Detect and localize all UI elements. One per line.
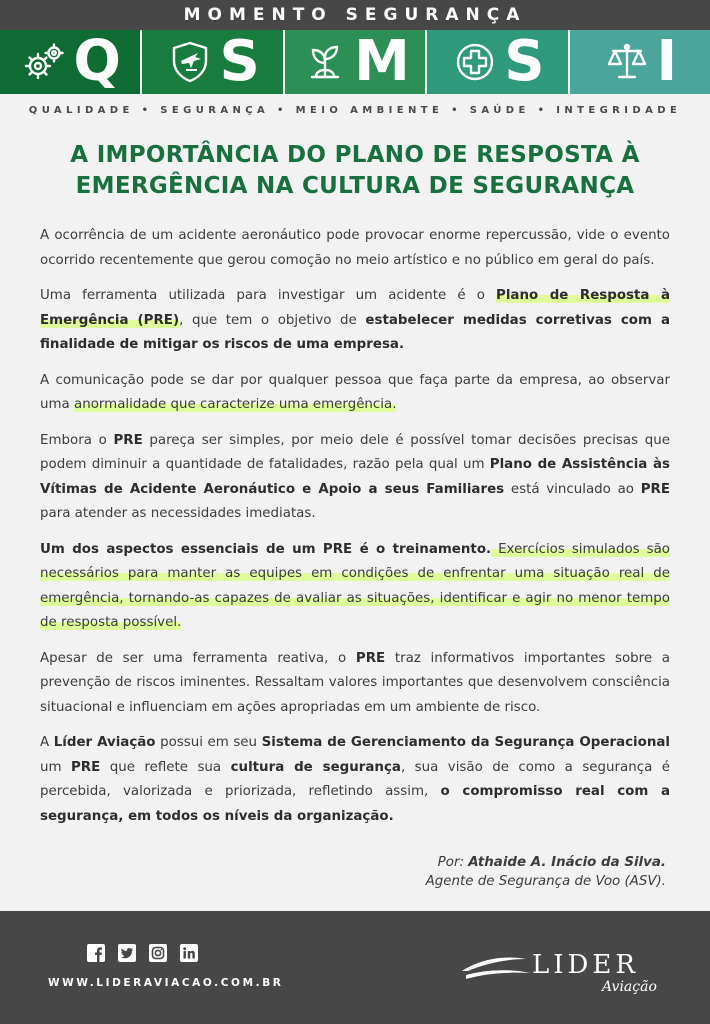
text: , que tem o objetivo de (179, 312, 366, 328)
logo-main-text: LIDER (532, 950, 639, 980)
bold-text: Plano de Assistência às Vítimas de Acidente Aeronáutico e Apoio a seus Familiares (40, 457, 670, 497)
twitter-icon[interactable] (117, 943, 137, 963)
website-link[interactable]: WWW.LIDERAVIACAO.COM.BR (48, 977, 284, 989)
bold-text: Um dos aspectos essenciais de um PRE é o treinamento. (40, 541, 492, 557)
bold-text: PRE (640, 481, 670, 497)
text: um (40, 759, 71, 775)
linkedin-icon[interactable] (179, 943, 199, 963)
tile-letter: S (219, 29, 260, 94)
author-role: Agente de Segurança de Voo (ASV). (425, 874, 666, 889)
facebook-icon[interactable] (86, 943, 106, 963)
scales-icon (602, 37, 652, 87)
shield-plane-icon (165, 37, 215, 87)
bold-text: Líder Aviação (53, 735, 156, 750)
paragraph-2 (40, 284, 670, 358)
bold-text: PRE (113, 432, 143, 448)
bold-text: PRE (70, 759, 101, 775)
footer (0, 911, 710, 1024)
medical-cross-icon (450, 37, 500, 87)
text: Uma ferramenta utilizada para investigar um acidente é o (40, 288, 496, 303)
top-banner (0, 0, 710, 30)
text: que reflete sua (100, 759, 231, 775)
tile-integrity (568, 30, 710, 94)
tile-safety (140, 30, 282, 94)
author-name: Athaide A. Inácio da Silva. (468, 855, 666, 870)
tile-environment (283, 30, 425, 94)
bold-text: estabelecer medidas corretivas com a finalidade de mitigar os riscos de uma empresa. (40, 312, 670, 352)
paragraph-4 (40, 429, 670, 527)
tile-quality (0, 30, 140, 94)
pillars-text: QUALIDADE • SEGURANÇA • MEIO AMBIENTE • SAÚDE • INTEGRIDADE (28, 104, 682, 116)
tile-health (425, 30, 567, 94)
paragraph-5 (40, 538, 670, 636)
logo-sub-text: Aviação (602, 979, 657, 995)
text: Embora o (40, 432, 114, 448)
text: Apesar de ser uma ferramenta reativa, o (40, 650, 356, 666)
lider-logo (460, 939, 680, 999)
text: possui em seu (155, 735, 262, 750)
text: A comunicação pode se dar por qualquer pessoa que faça parte da empresa, ao observar uma (40, 372, 670, 412)
paragraph-3 (40, 369, 670, 418)
gears-icon (19, 37, 69, 87)
tile-letter: S (504, 29, 545, 94)
text: , sua visão de como a segurança é percebida, valorizada e priorizada, refletindo assim, (40, 759, 670, 799)
text: pareça ser simples, por meio dele é possível tomar decisões precisas que podem diminuir a quantidade de fatalidades, razão pela qual um (40, 432, 670, 472)
bold-text: Sistema de Gerenciamento da Segurança Operacional (261, 735, 670, 750)
paragraph-7 (40, 731, 670, 829)
tile-letter: M (354, 29, 410, 94)
banner-title: MOMENTO SEGURANÇA (183, 5, 527, 25)
article-title: A IMPORTÂNCIA DO PLANO DE RESPOSTA À EMERGÊNCIA NA CULTURA DE SEGURANÇA (70, 142, 640, 199)
highlight-text: Exercícios simulados são necessários para manter as equipes em condições de enfrentar uma situação real de emergência, tornando-as capazes de avaliar as situações, identificar e agir no menor tempo de resposta possível. (40, 541, 670, 630)
bold-text: o compromisso real com a segurança, em todos os níveis da organização. (40, 784, 670, 824)
highlight-text: anormalidade que caracterize uma emergência. (74, 397, 397, 412)
tile-letter: Q (73, 29, 121, 94)
article (40, 140, 670, 891)
instagram-icon[interactable] (148, 943, 168, 963)
text: traz informativos importantes sobre a prevenção de riscos iminentes. Ressaltam valores importantes que desenvolvem consciência situacional e influenciam em ações apropriadas em um ambiente de risco. (40, 650, 670, 715)
paragraph-6 (40, 647, 670, 721)
text: Por: (437, 855, 469, 870)
seedling-icon (300, 37, 350, 87)
social-links (86, 943, 199, 963)
signature-author-line (40, 853, 666, 872)
tile-letter: I (656, 29, 678, 94)
bold-text: cultura de segurança (230, 759, 401, 775)
text: A (40, 735, 54, 750)
pillars-strip (0, 98, 710, 122)
bold-text: PRE (355, 650, 386, 666)
text: A ocorrência de um acidente aeronáutico pode provocar enorme repercussão, vide o evento ocorrido recentemente que gerou comoção no meio artístico e no público em geral do país. (40, 228, 670, 268)
text: para atender as necessidades imediatas. (40, 506, 316, 521)
pillar-tiles (0, 30, 710, 94)
text: está vinculado ao (504, 481, 641, 497)
paragraph-1 (40, 224, 670, 273)
highlight-pre: Plano de Resposta à Emergência (PRE) (40, 288, 670, 328)
signature (40, 853, 670, 891)
